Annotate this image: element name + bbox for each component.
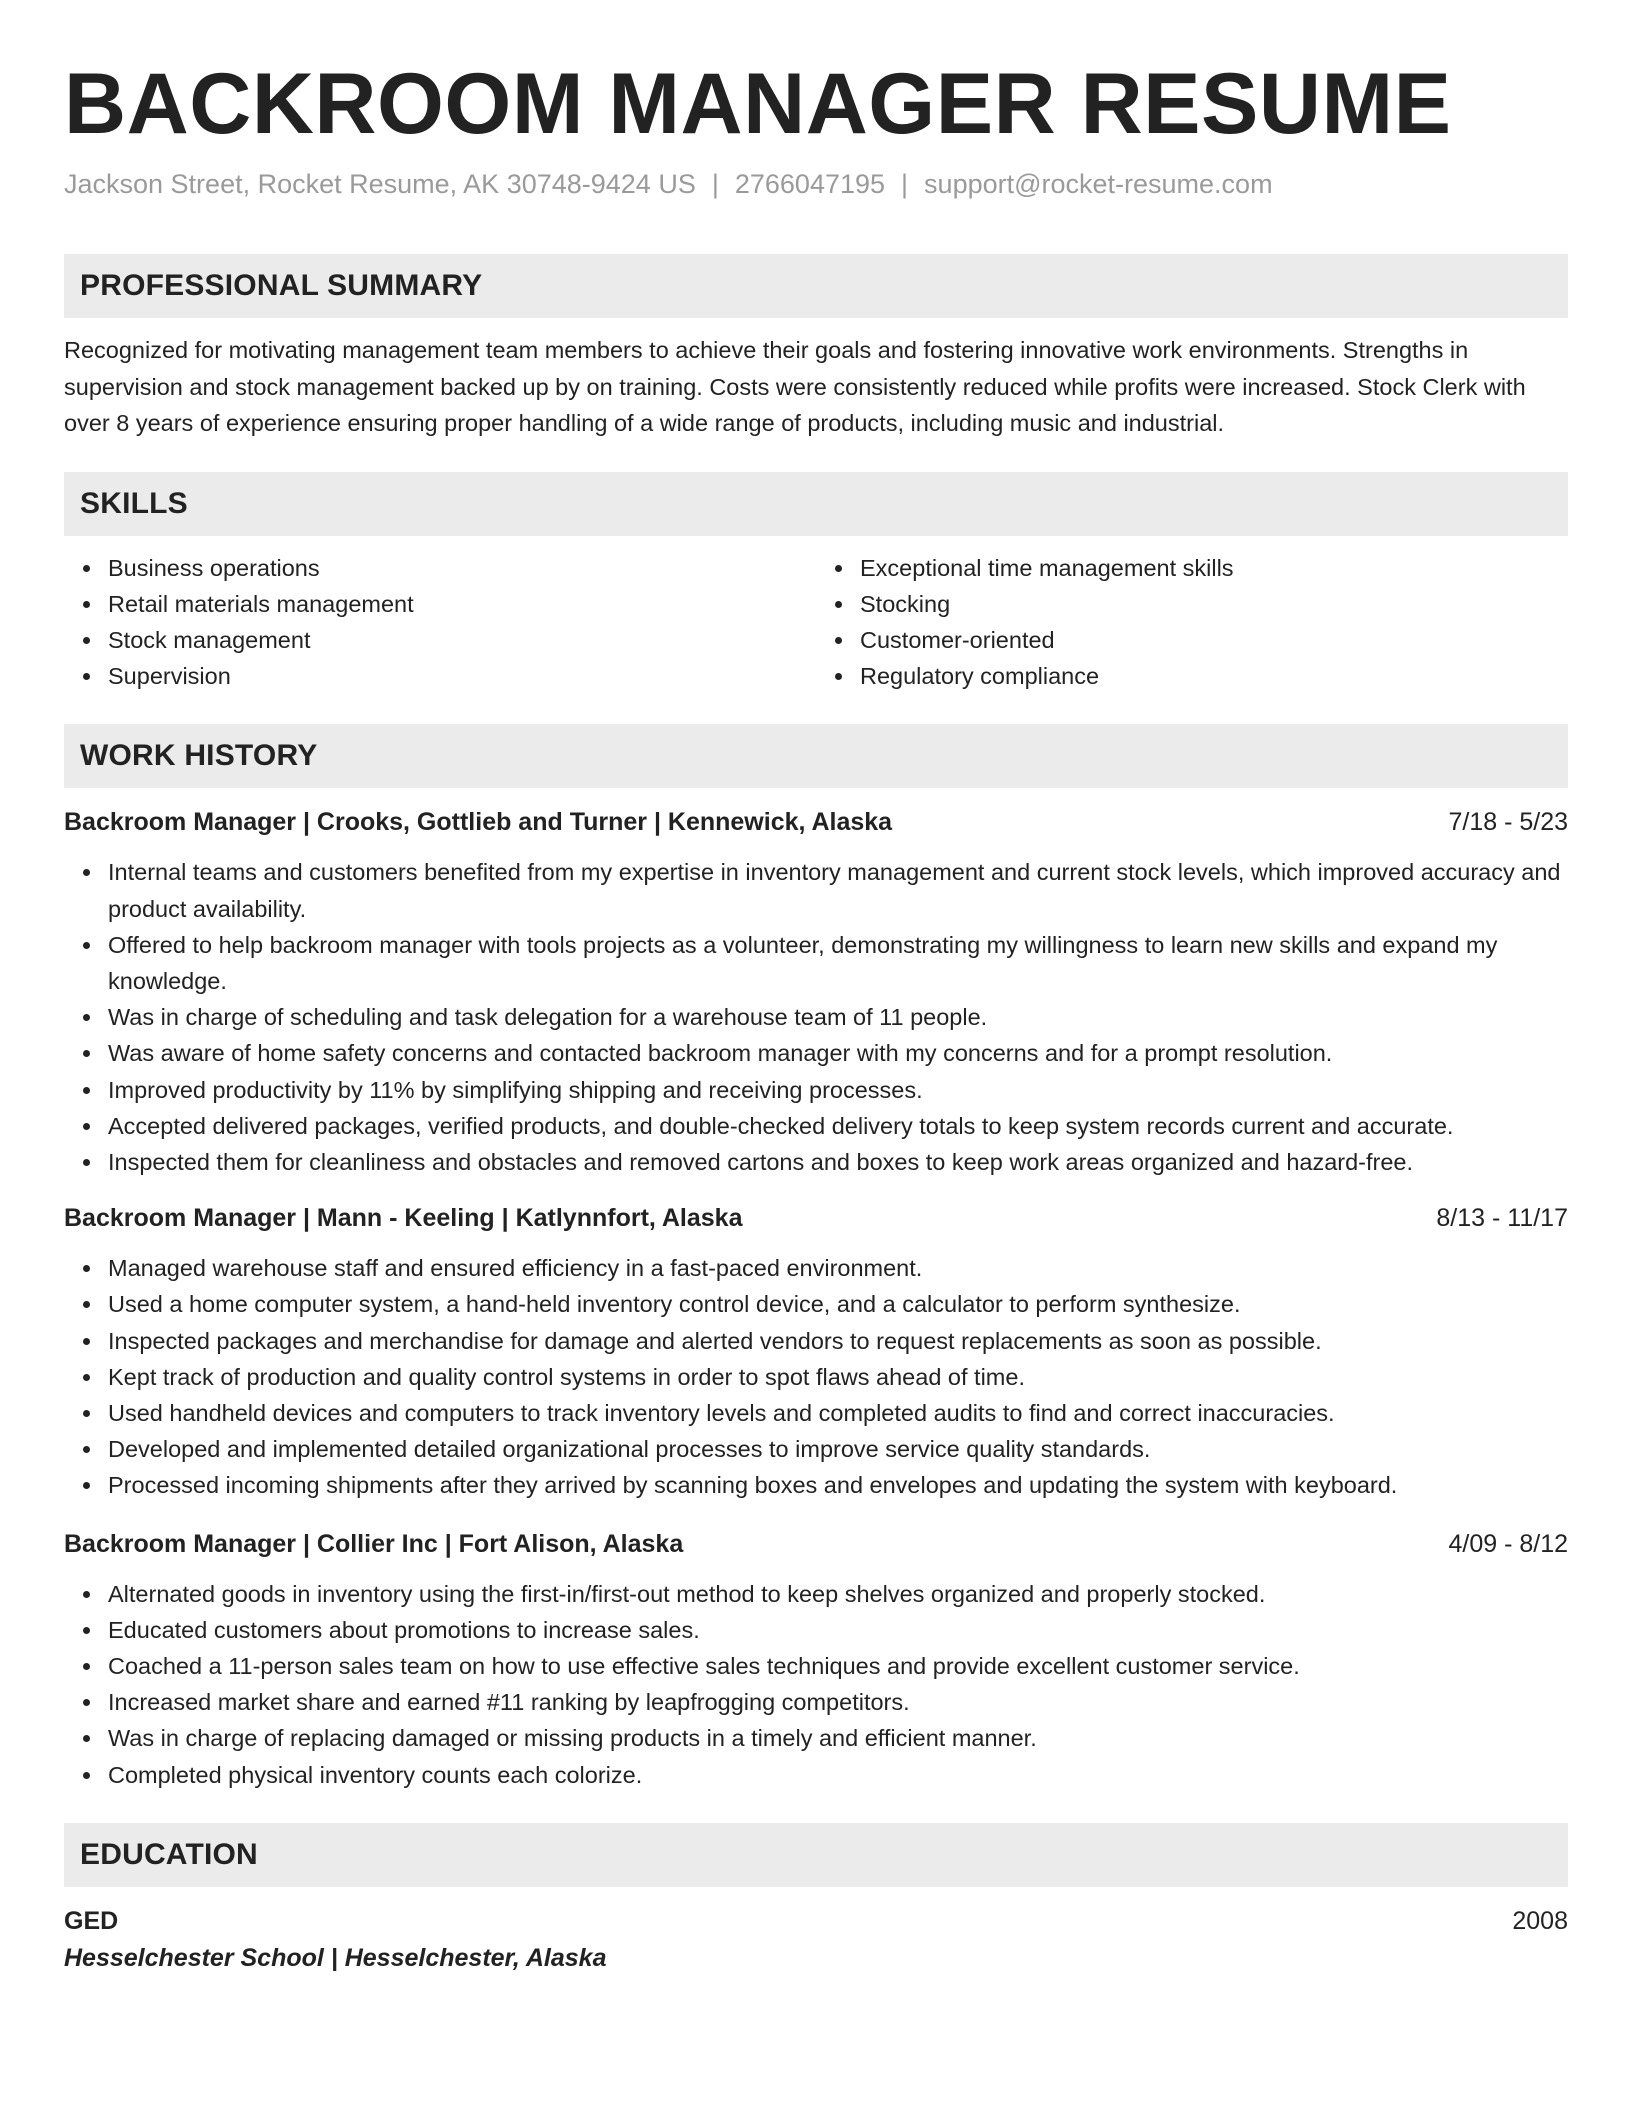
job-entry: [64, 804, 1568, 1180]
job-bullet: Kept track of production and quality control systems in order to spot flaws ahead of time.: [108, 1359, 1568, 1395]
job-header: [64, 804, 1568, 840]
page-title: BACKROOM MANAGER RESUME: [64, 56, 1452, 152]
contact-phone: 2766047195: [734, 169, 886, 199]
job-title: Backroom Manager | Collier Inc | Fort Alison, Alaska: [64, 1529, 684, 1558]
section-heading-education: EDUCATION: [64, 1823, 1568, 1887]
job-bullet: Was in charge of replacing damaged or missing products in a timely and efficient manner.: [108, 1720, 1568, 1756]
job-entry: [64, 1200, 1568, 1503]
skill-item: Stocking: [860, 586, 1568, 622]
education-year: 2008: [1512, 1906, 1568, 1935]
job-bullets: [64, 854, 1568, 1180]
education-header: [64, 1903, 1568, 1939]
skill-item: Regulatory compliance: [860, 658, 1568, 694]
skill-item: Customer-oriented: [860, 622, 1568, 658]
skills-column-left: [64, 550, 816, 695]
job-bullet: Inspected them for cleanliness and obstacles and removed cartons and boxes to keep work areas organized and hazard-free.: [108, 1144, 1568, 1180]
summary-text: Recognized for motivating management team members to achieve their goals and fostering innovative work environments. Strengths in supervision and stock management backed up by on training. Costs were consistently reduced while profits were increased. Stock Clerk with over 8 years of experience ensuring proper handling of a wide range of products, including music and industrial.: [64, 337, 1526, 436]
education-degree: GED: [64, 1906, 119, 1935]
job-bullets: [64, 1250, 1568, 1503]
job-entry: [64, 1526, 1568, 1793]
skill-item: Exceptional time management skills: [860, 550, 1568, 586]
job-bullet: Offered to help backroom manager with tools projects as a volunteer, demonstrating my willingness to learn new skills and expand my knowledge.: [108, 927, 1568, 999]
job-bullet: Managed warehouse staff and ensured efficiency in a fast-paced environment.: [108, 1250, 1568, 1286]
education-school: Hesselchester School | Hesselchester, Alaska: [64, 1943, 607, 1972]
job-bullet: Used a home computer system, a hand-held inventory control device, and a calculator to perform synthesize.: [108, 1286, 1568, 1322]
job-bullet: Internal teams and customers benefited from my expertise in inventory management and current stock levels, which improved accuracy and product availability.: [108, 854, 1568, 926]
job-bullet: Coached a 11-person sales team on how to use effective sales techniques and provide excellent customer service.: [108, 1648, 1568, 1684]
skill-item: Supervision: [108, 658, 816, 694]
skill-item: Stock management: [108, 622, 816, 658]
job-header: [64, 1526, 1568, 1562]
job-bullet: Accepted delivered packages, verified products, and double-checked delivery totals to keep system records current and accurate.: [108, 1108, 1568, 1144]
job-dates: 8/13 - 11/17: [1436, 1204, 1568, 1233]
job-bullet: Processed incoming shipments after they arrived by scanning boxes and envelopes and updating the system with keyboard.: [108, 1467, 1568, 1503]
job-bullet: Used handheld devices and computers to track inventory levels and completed audits to find and correct inaccuracies.: [108, 1395, 1568, 1431]
skill-item: Business operations: [108, 550, 816, 586]
job-title: Backroom Manager | Mann - Keeling | Katlynnfort, Alaska: [64, 1204, 743, 1233]
job-bullet: Developed and implemented detailed organizational processes to improve service quality standards.: [108, 1431, 1568, 1467]
contact-address: Jackson Street, Rocket Resume, AK 30748-9424 US: [64, 169, 696, 199]
skills-list: [64, 550, 1568, 695]
job-bullet: Educated customers about promotions to increase sales.: [108, 1612, 1568, 1648]
section-heading-work-history: WORK HISTORY: [64, 724, 1568, 788]
job-header: [64, 1200, 1568, 1236]
job-bullet: Was in charge of scheduling and task delegation for a warehouse team of 11 people.: [108, 999, 1568, 1035]
job-bullet: Alternated goods in inventory using the first-in/first-out method to keep shelves organized and properly stocked.: [108, 1576, 1568, 1612]
skills-column-right: [816, 550, 1568, 695]
job-bullet: Completed physical inventory counts each colorize.: [108, 1757, 1568, 1793]
job-title: Backroom Manager | Crooks, Gottlieb and Turner | Kennewick, Alaska: [64, 808, 893, 837]
job-bullet: Was aware of home safety concerns and contacted backroom manager with my concerns and for a prompt resolution.: [108, 1035, 1568, 1071]
contact-line: [64, 166, 1568, 202]
section-heading-skills: SKILLS: [64, 472, 1568, 536]
contact-separator: |: [901, 169, 909, 199]
job-bullet: Improved productivity by 11% by simplifying shipping and receiving processes.: [108, 1072, 1568, 1108]
job-dates: 4/09 - 8/12: [1448, 1529, 1568, 1558]
contact-email: support@rocket-resume.com: [924, 169, 1273, 199]
contact-separator: |: [711, 169, 719, 199]
skill-item: Retail materials management: [108, 586, 816, 622]
job-bullet: Increased market share and earned #11 ranking by leapfrogging competitors.: [108, 1684, 1568, 1720]
job-bullets: [64, 1576, 1568, 1793]
section-heading-summary: PROFESSIONAL SUMMARY: [64, 254, 1568, 318]
job-dates: 7/18 - 5/23: [1448, 808, 1568, 837]
job-bullet: Inspected packages and merchandise for damage and alerted vendors to request replacements as soon as possible.: [108, 1323, 1568, 1359]
